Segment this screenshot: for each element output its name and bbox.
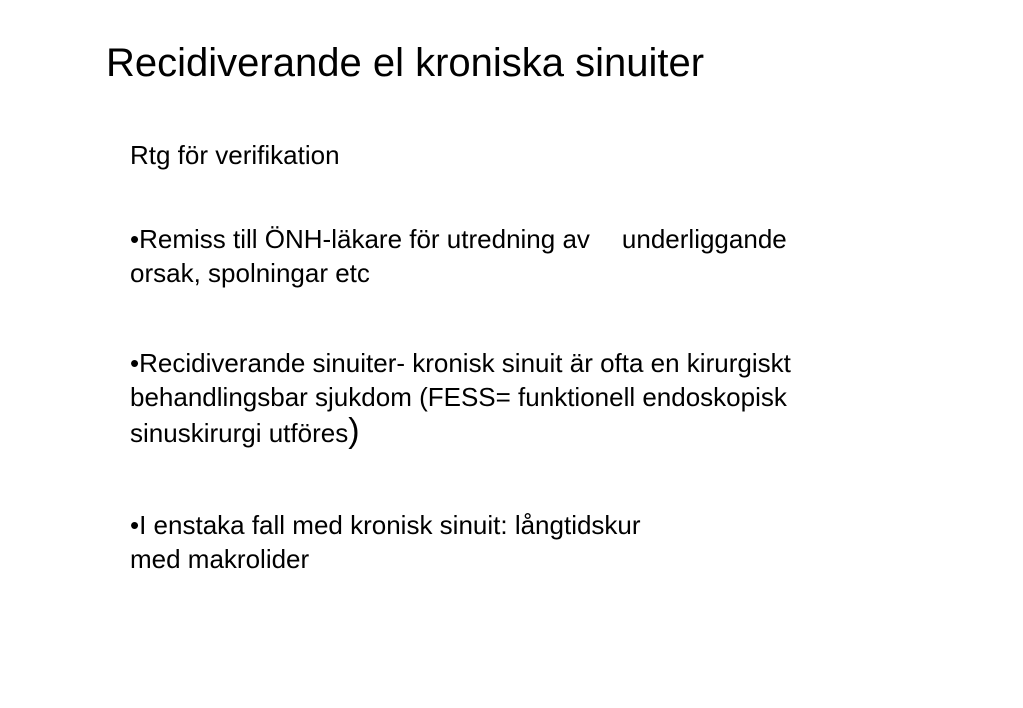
bullet-recidiverande-line-3 <box>130 414 791 450</box>
slide-title: Recidiverande el kroniska sinuiter <box>106 41 705 85</box>
bullet-remiss-line-1a: •Remiss till ÖNH-läkare för utredning av <box>130 224 590 254</box>
bullet-recidiverande <box>130 346 791 450</box>
bullet-remiss-line-1b: underliggande <box>621 224 787 254</box>
paragraph-rtg <box>130 138 340 172</box>
bullet-makrolider-line-1: •I enstaka fall med kronisk sinuit: långtidskur <box>130 510 641 540</box>
bullet-remiss <box>130 222 787 290</box>
bullet-remiss-line-2: orsak, spolningar etc <box>130 258 370 288</box>
paragraph-rtg-line: Rtg för verifikation <box>130 140 340 170</box>
bullet-recidiverande-line-2: behandlingsbar sjukdom (FESS= funktionell endoskopisk <box>130 382 787 412</box>
closing-paren: ) <box>348 412 360 450</box>
bullet-remiss-line-1 <box>130 222 787 256</box>
bullet-makrolider-line-2: med makrolider <box>130 544 310 574</box>
bullet-recidiverande-line-1: •Recidiverande sinuiter- kronisk sinuit är ofta en kirurgiskt <box>130 348 791 378</box>
bullet-recidiverande-line-3-text: sinuskirurgi utföres <box>130 418 349 448</box>
bullet-makrolider <box>130 508 641 576</box>
